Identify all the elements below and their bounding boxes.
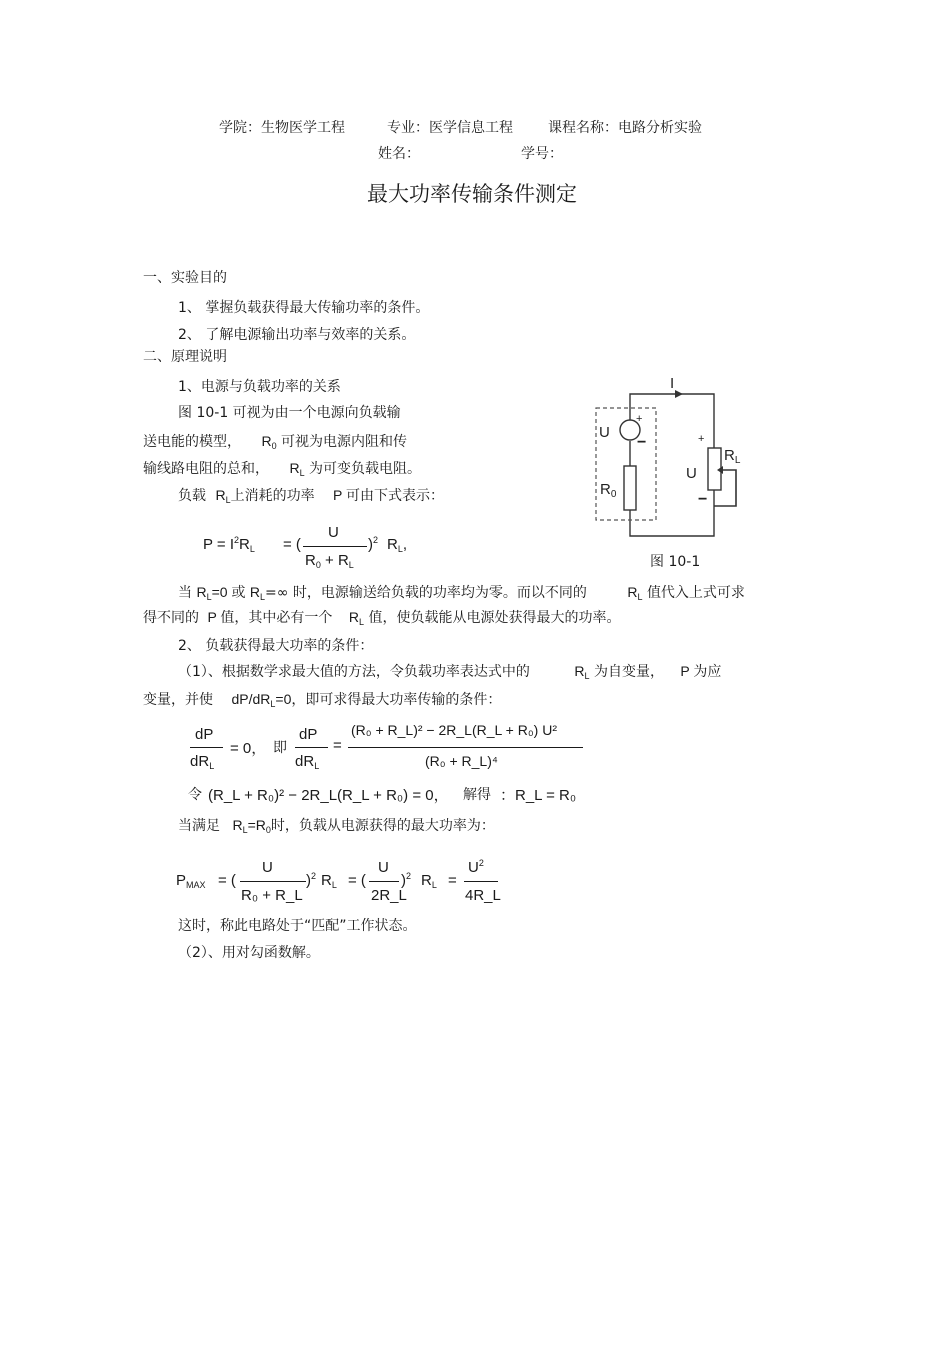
fraction-bar — [303, 546, 367, 547]
section2-p1-line1: 图 10-1 可视为由一个电源向负载输 — [178, 405, 401, 421]
eq-zero: = 0， — [230, 740, 267, 757]
section2-p2 — [178, 486, 444, 505]
eq-mid: = ( — [348, 872, 366, 889]
text: 负载 — [178, 488, 206, 504]
fraction-bar — [369, 881, 399, 882]
equation-power — [203, 520, 423, 574]
header-major: 专业：医学信息工程 — [387, 120, 513, 136]
eq-den2: 2R_L — [371, 887, 407, 904]
eq-big-den: (R₀ + R_L)⁴ — [425, 753, 498, 769]
fraction-bar — [240, 881, 306, 882]
label-r0: $R_0$ — [600, 481, 617, 500]
current-arrow-icon — [675, 390, 683, 398]
eq-rl: $R_L$ — [321, 872, 337, 890]
text: 上消耗的功率 — [230, 488, 315, 504]
text: 送电能的模型， — [143, 434, 241, 450]
label-i: I — [670, 375, 675, 392]
eq-den2: $dR_L$ — [295, 753, 320, 771]
symbol-rl: $R_L$ — [348, 609, 365, 627]
eq-num: U — [328, 524, 339, 541]
section2-p8: 这时，称此电路处于“匹配”工作状态。 — [178, 918, 417, 934]
eq-expr: (R_L + R₀)² − 2R_L(R_L + R₀) = 0， — [208, 787, 449, 804]
equation-derivative — [188, 716, 598, 776]
symbol-rl: $R_L$ — [215, 487, 231, 505]
section2-p4: 得不同的 P 值，其中必有一个 $R_L$ 值，使负载能从电源处获得最大的功率。 — [143, 609, 621, 627]
eq-den: R₀ + R_L — [241, 887, 303, 904]
symbol-rl: $R_L$ — [196, 584, 212, 602]
section2-p5: （1）、根据数学求最大值的方法，令负载功率表达式中的 $R_L$ 为自变量， P 为应 — [178, 663, 722, 681]
label-u-source: U — [599, 424, 610, 441]
eq-num3: $U^2$ — [468, 858, 484, 876]
figure-caption: 图 10-1 — [650, 554, 701, 570]
eq-den: $R_0 + R_L$ — [305, 552, 354, 570]
section2-heading: 二、原理说明 — [143, 349, 227, 365]
eq-num2: dP — [299, 726, 318, 743]
wire-top — [630, 394, 714, 427]
label-plus: + — [636, 413, 643, 425]
eq-num2: U — [378, 859, 389, 876]
symbol-rl: $R_L$ — [249, 584, 266, 602]
eq-big-num: (R₀ + R_L)² − 2R_L(R_L + R₀) U² — [351, 722, 557, 738]
symbol-rl: $R_L$ — [232, 817, 248, 835]
eq-open: = ( — [218, 872, 236, 889]
section1-item1: 1、 掌握负载获得最大传输功率的条件。 — [178, 300, 430, 316]
eq-ji: 即 — [273, 740, 287, 756]
eq-eq3: = — [448, 872, 457, 889]
eq-close2: )$^2$ — [401, 871, 412, 889]
section2-p9: （2）、用对勾函数解。 — [178, 945, 320, 961]
text: 为可变负载电阻。 — [309, 461, 422, 477]
section2-sub1: 1、电源与负载功率的关系 — [178, 379, 341, 395]
fraction-bar — [295, 747, 328, 748]
header-name: 姓名： — [378, 146, 420, 162]
eq-equals: = — [333, 737, 342, 754]
eq-tail: $R_L$, — [387, 536, 408, 554]
eq-close: )$^2$ — [368, 535, 379, 553]
header-course: 课程名称：电路分析实验 — [548, 120, 702, 136]
eq-close: )$^2$ — [306, 871, 317, 889]
section2-p1-line2 — [143, 432, 407, 451]
fraction-bar — [464, 881, 498, 882]
label-rl: $R_L$ — [724, 447, 741, 466]
section2-p6: 变量，并使 $dP/dR_L=0$，即可求得最大功率传输的条件： — [143, 691, 502, 709]
eq-lhs: $P_{MAX}$ — [176, 872, 206, 890]
eq-den1: $dR_L$ — [190, 753, 215, 771]
circuit-diagram — [590, 370, 750, 580]
page-title: 最大功率传输条件测定 — [367, 182, 577, 206]
resistor-r0 — [624, 466, 636, 510]
section2-p3: 当 $R_L=0$ 或 $R_L=\infty$ 时，电源输送给负载的功率均为零。而以不同的 $R_L$ 值代入上式可求 — [178, 584, 745, 602]
eq-num1: dP — [195, 726, 214, 743]
symbol-rl: $R_L$ — [289, 460, 305, 478]
section2-sub2: 2、 负载获得最大功率的条件： — [178, 638, 374, 654]
eq-result: ：R_L = R₀ — [500, 787, 577, 804]
section1-heading: 一、实验目的 — [143, 270, 227, 286]
text: P 可由下式表示： — [333, 487, 445, 503]
eq-den3: 4R_L — [465, 887, 501, 904]
symbol-r0: $R_0$ — [261, 433, 277, 451]
section2-p7: 当满足 $R_L=R_0$时，负载从电源获得的最大功率为： — [178, 817, 495, 835]
equation-pmax — [176, 854, 516, 914]
fraction-bar — [348, 747, 583, 748]
label-u-load: U — [686, 465, 697, 482]
fraction-bar — [190, 747, 223, 748]
label-minus-load: − — [698, 491, 708, 508]
eq-rl2: $R_L$ — [421, 872, 437, 890]
header-student-id: 学号： — [521, 146, 563, 162]
eq-ling: 令 — [188, 787, 202, 803]
section1-item2: 2、 了解电源输出功率与效率的关系。 — [178, 327, 416, 343]
label-minus: − — [637, 434, 647, 451]
symbol-rl: $R_L$ — [627, 584, 643, 602]
header-college: 学院：生物医学工程 — [219, 120, 345, 136]
symbol-rl: $R_L$ — [574, 663, 590, 681]
section2-p1-line3 — [143, 459, 421, 478]
text: 可视为电源内阻和传 — [281, 434, 408, 450]
text: 当 — [178, 585, 192, 601]
equation-solve — [188, 782, 608, 808]
label-plus-load: + — [698, 433, 705, 445]
text: 输线路电阻的总和， — [143, 461, 269, 477]
eq-num: U — [262, 859, 273, 876]
eq-lhs: $P = I^2R_L$ — [203, 535, 255, 554]
eq-jiede: 解得 — [463, 787, 491, 803]
eq-open: = ( — [283, 536, 301, 553]
